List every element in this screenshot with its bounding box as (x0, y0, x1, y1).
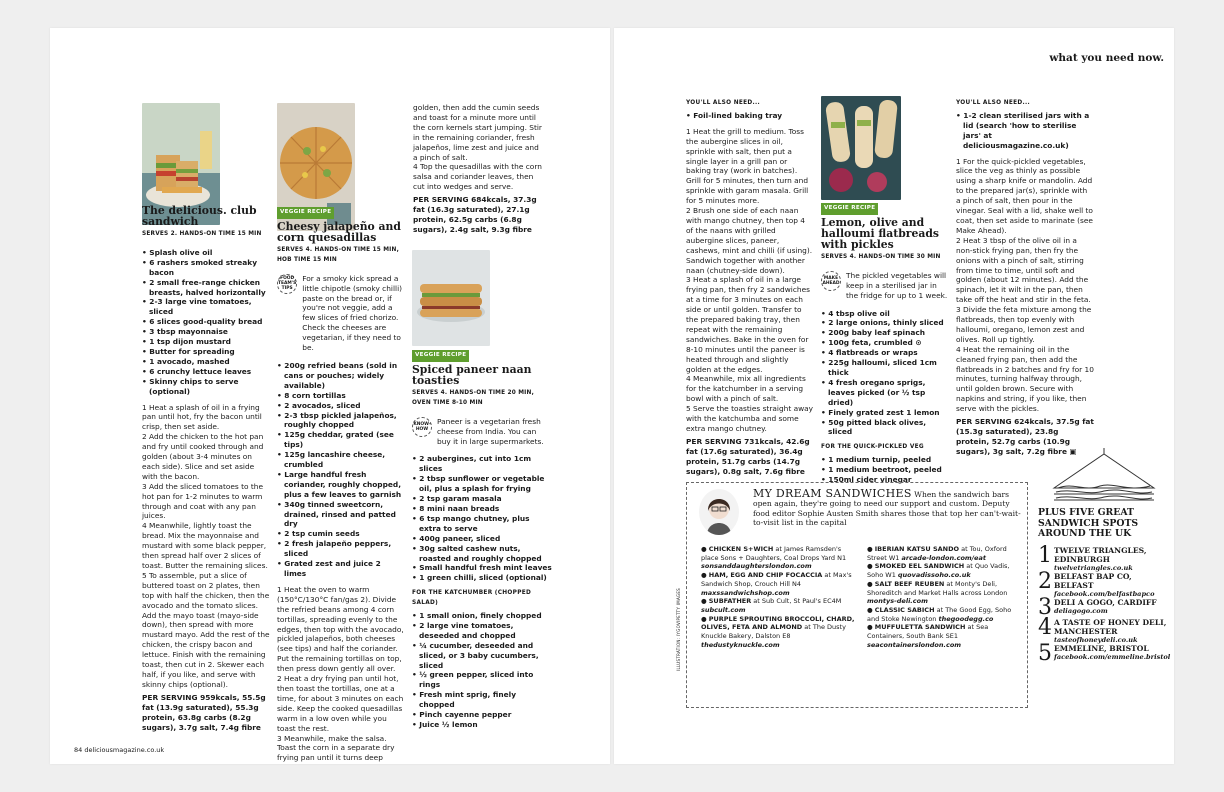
entry-name: CLASSIC SABICH (874, 605, 935, 614)
ingredient: • Finely grated zest 1 lemon (821, 408, 949, 418)
make-ahead-tip (821, 271, 949, 301)
entry-name: SUBFATHER (708, 597, 752, 606)
halloumi-title: Lemon, olive and halloumi flatbreads with pickles (821, 215, 939, 251)
food-team-tips (277, 274, 405, 353)
sandwich-illustration (1044, 448, 1164, 506)
entry-url: sonsanddaughterslondon.com (701, 562, 812, 571)
tip-text: The pickled vegetables will keep in a sterilised jar in the fridge for up to 1 week. (846, 270, 948, 300)
club-sandwich-serves: SERVES 2. HANDS-ON TIME 15 MIN (142, 231, 262, 237)
entry-url: maxssandwichshop.com (701, 588, 790, 597)
ingredient: • 2 tsp garam masala (412, 494, 552, 504)
ingredient: • ¼ cucumber, deseeded and sliced, or 3 baby cucumbers, sliced (412, 641, 552, 671)
ingredient: • 150ml cider vinegar (821, 475, 949, 485)
right-page (614, 28, 1174, 764)
spot-item (1038, 594, 1168, 620)
dream-intro (753, 489, 1023, 528)
ingredient: • 6 tsp mango chutney, plus extra to serve (412, 514, 552, 534)
spot-name: TWELVE TRIANGLES, EDINBURGH (1054, 545, 1147, 564)
ingredient: • 2 small free-range chicken breasts, halved horizontally (142, 278, 270, 298)
club-sandwich-ingredients (142, 248, 270, 397)
pickled-veg-heading: FOR THE QUICK-PICKLED VEG (821, 444, 924, 451)
ingredient: • 400g paneer, sliced (412, 534, 552, 544)
paneer-method-column (686, 99, 814, 480)
ingredient: • 1 medium turnip, peeled (821, 455, 949, 465)
spot-number: 5 (1038, 640, 1052, 666)
ingredient: • 340g tinned sweetcorn, drained, rinsed and patted dry (277, 500, 405, 530)
entry-place: at Quo Vadis, Soho W1 (867, 562, 1010, 580)
ingredient: • 1 tsp dijon mustard (142, 337, 270, 347)
ingredient: • 1 green chilli, sliced (optional) (412, 573, 552, 583)
entry-url: quovadissoho.co.uk (897, 571, 971, 580)
entry-url: thedustyknuckle.com (701, 640, 780, 649)
ingredient: • 2-3 tbsp pickled jalapeños, roughly chopped (277, 411, 405, 431)
paneer-nutrition: PER SERVING 731kcals, 42.6g fat (17.6g saturated), 36.4g protein, 51.7g carbs (14.7g sugars), 0.8g salt, 7.6g fibre (686, 436, 810, 476)
spot-name: EMMELINE, BRISTOL (1054, 643, 1149, 653)
ingredient: • 1 avocado, mashed (142, 357, 270, 367)
entry-place: at The Dusty Knuckle Bakery, Dalston E8 (701, 623, 846, 641)
spot-url: facebook.com/belfastbapco (1054, 589, 1155, 598)
spot-name: A TASTE OF HONEY DELI, MANCHESTER (1054, 617, 1167, 636)
know-how-tip (412, 417, 552, 447)
entry-url: arcade-london.com/eat (901, 553, 986, 562)
entry-place: at Max's Sandwich Shop, Crouch Hill N4 (701, 571, 852, 588)
paneer-serves: SERVES 4. HANDS-ON TIME 20 MIN, OVEN TIME 8-10 MIN (412, 389, 534, 406)
ingredient: • Small handful fresh mint leaves (412, 563, 552, 573)
spot-item (1038, 568, 1168, 598)
paneer-need-list (686, 111, 814, 121)
paneer-need-heading: YOU'LL ALSO NEED... (686, 100, 760, 106)
ingredient: • 50g pitted black olives, sliced (821, 418, 949, 438)
spot-number: 1 (1038, 542, 1052, 568)
ingredient: • Skinny chips to serve (optional) (142, 377, 270, 397)
dream-entry: ● SUBFATHER at Sub Cult, St Paul's EC4M subcult.com (701, 597, 842, 614)
entry-place: at Sub Cult, St Paul's EC4M (753, 597, 842, 606)
club-sandwich-method: 1 Heat a splash of oil in a frying pan until hot, fry the bacon until crisp, then set aside. 2 Add the chicken to the hot pan and fry until cooked through and golden (about 3-4 minutes on each side). Slice and set aside with the bacon. 3 Add the sliced tomatoes to the hot pan for 1-2 minutes to warm through and coat with any pan juices. 4 Meanwhile, lightly toast the bread. Mix the mayonnaise and mustard with some black pepper, then spread half over 2 slices of toast. Butter the remaining slices. 5 To assemble, put a slice of buttered toast on 2 plates, then top with half the chicken, then the avocado and the tomato slices. Add the mayo toast (mayo-side down), then spread with more mustard mayo. Add the rest of the chicken, the crispy bacon and lettuce. Finish with the remaining toast, then cut in 2. Skewer each half, if you like, and serve with skinny chips (optional). (142, 402, 270, 689)
halloumi-method: 1 For the quick-pickled vegetables, slice the veg as thinly as possible using a sharp knife or mandolin. Add to the prepared jar(s), sprinkle with a pinch of salt, then pour in the vinegar. Seal with a lid, shake well to coat, then set aside to marinate (see Make Ahead). 2 Heat 3 tbsp of the olive oil in a non-stick frying pan, then fry the onions with a pinch of salt, stirring from time to time, until soft and golden (about 12 minutes). Add the spinach, let it wilt in the pan, then take off the heat and stir in the feta. 3 Divide the feta mixture among the flatbreads, then top evenly with halloumi, oregano, lemon zest and olives. Roll up tightly. 4 Heat the remaining oil in the cleaned frying pan, then add the flatbreads in 2 batches and fry for 10 minutes, turning halfway through, until golden brown. Secure with napkins and string, if you like, then serve with the pickles. (956, 156, 1094, 414)
ingredient: • 4 fresh oregano sprigs, leaves picked (or ½ tsp dried) (821, 378, 949, 408)
veggie-badge: VEGGIE RECIPE (277, 207, 334, 219)
page-folio: 84 deliciousmagazine.co.uk (74, 746, 165, 754)
method-text: golden, then add the cumin seeds and toast for a minute more until the corn kernels start jumping. Stir in the remaining coriander, fresh jalapeños, lime zest and juice and a pinch of salt. 4 Top the quesadillas with the corn salsa and coriander leaves, then cut into wedges and serve. (413, 103, 542, 192)
veggie-badge: VEGGIE RECIPE (821, 203, 878, 215)
quesadillas-title: Cheesy jalapeño and corn quesadillas (277, 219, 401, 244)
paneer-ingredients (412, 454, 552, 583)
quesadillas-recipe (277, 206, 405, 766)
dream-intro-text: When the sandwich bars open again, they're going to need our support and custom. Deputy food editor Sophie Austen Smith shares those that top her can't-wait-to-visit list in the capital (753, 490, 1021, 528)
ingredient: • 2-3 large vine tomatoes, sliced (142, 297, 270, 317)
entry-name: HAM, EGG AND CHIP FOCACCIA (708, 571, 823, 580)
katchumber-heading: FOR THE KATCHUMBER (CHOPPED SALAD) (412, 590, 532, 607)
entry-url: thegoodegg.co (938, 614, 994, 623)
paneer-method: 1 Heat the grill to medium. Toss the aubergine slices in oil, sprinkle with salt, then put a single layer in a grill pan or baking tray (work in batches). Grill for 5 minutes, then turn and sprinkle with garam masala. Grill for 5 minutes more. 2 Brush one side of each naan with mango chutney, then top 4 of the naans with grilled aubergine slices, paneer, cashews, mint and chilli (if using). Sandwich together with another naan (chutney-side down). 3 Heat a splash of oil in a large frying pan, then fry 2 sandwiches at a time for 3 minutes on each side or until golden. Transfer to the prepared baking tray, then repeat with the remaining sandwiches. Bake in the oven for 8-10 minutes until the paneer is heated through and slightly golden at the edges. 4 Meanwhile, mix all ingredients for the katchumber in a serving bowl with a pinch of salt. 5 Serve the toasties straight away with the katchumba and some extra mango chutney. (686, 126, 814, 433)
club-sandwich-recipe (142, 205, 270, 735)
halloumi-need-list (956, 111, 1094, 151)
ingredient: • 2 avocados, sliced (277, 401, 405, 411)
halloumi-recipe (821, 202, 949, 491)
know-how-badge-icon: KNOW-HOW (412, 417, 432, 437)
quesadillas-nutrition: PER SERVING 684kcals, 37.3g fat (16.3g saturated), 27.1g protein, 62.5g carbs (6.8g sugars), 2.4g salt, 9.3g fibre (413, 195, 537, 234)
tip-text: For a smoky kick spread a little chipotle (smoky chilli) paste on the bread or, if you're not veggie, add a few slices of fried chorizo. Check the cheeses are vegetarian, if they need to be. (302, 273, 403, 353)
quesadillas-method-continued (413, 103, 543, 238)
spot-url: facebook.com/emmeline.bristol (1054, 652, 1171, 661)
dream-list (701, 545, 1021, 649)
ingredient: • 2 aubergines, cut into 1cm slices (412, 454, 552, 474)
section-header: what you need now. (1049, 52, 1164, 64)
ingredient: • Splash olive oil (142, 248, 270, 258)
ingredient: • 1 small onion, finely chopped (412, 611, 552, 621)
entry-url: montys-deli.com (867, 597, 928, 606)
dream-entry: ● CHICKEN S+WICH at James Ramsden's place Sons + Daughters, Coal Drops Yard N1 sonsanddaughterslondon.com (701, 545, 847, 571)
entry-name: IBERIAN KATSU SANDO (874, 545, 960, 553)
ingredient: • Juice ½ lemon (412, 720, 552, 730)
tip-text: Paneer is a vegetarian fresh cheese from India. You can buy it in large supermarkets. (437, 416, 544, 446)
halloumi-serves: SERVES 4. HANDS-ON TIME 30 MIN (821, 253, 941, 260)
dream-list-left (701, 545, 855, 649)
dream-entry: ● IBERIAN KATSU SANDO at Tou, Oxford Street W1 arcade-london.com/eat (867, 545, 1007, 562)
spot-item (1038, 640, 1171, 666)
editor-avatar (699, 489, 739, 535)
ingredient: • 30g salted cashew nuts, roasted and roughly chopped (412, 544, 552, 564)
ingredient: • 200g baby leaf spinach (821, 328, 949, 338)
ingredient: • 2 large vine tomatoes, deseeded and chopped (412, 621, 552, 641)
spot-url: twelvetriangles.co.uk (1054, 563, 1133, 572)
ingredient: • Grated zest and juice 2 limes (277, 559, 405, 579)
entry-name: CHICKEN S+WICH (708, 545, 774, 553)
dream-entry: ● MUFFULETTA SANDWICH at Sea Containers, South Bank SE1 seacontainerslondon.com (867, 623, 989, 649)
spot-number: 3 (1038, 594, 1052, 620)
entry-place: at James Ramsden's place Sons + Daughters, Coal Drops Yard N1 (701, 545, 847, 562)
veggie-badge: VEGGIE RECIPE (412, 350, 469, 362)
paneer-toasties-photo (412, 250, 490, 346)
ingredient: • 100g feta, crumbled ⊙ (821, 338, 949, 348)
ingredient: • 3 tbsp mayonnaise (142, 327, 270, 337)
halloumi-ingredients (821, 309, 949, 438)
dream-entry: ● PURPLE SPROUTING BROCCOLI, CHARD, OLIVES, FETA AND ALMOND at The Dusty Knuckle Bakery, Dalston E8 thedustyknuckle.com (701, 614, 855, 649)
entry-place: at Monty's Deli, Shoreditch and Market Halls across London (867, 579, 1008, 597)
ingredient: • 6 slices good-quality bread (142, 317, 270, 327)
ingredient: • 4 tbsp olive oil (821, 309, 949, 319)
tips-badge-icon: FOOD TEAM'S TIPS (277, 274, 297, 294)
spot-item (1038, 614, 1168, 644)
illustration-credit: ILLUSTRATION: IYGOVIPETTY IMAGES (676, 588, 681, 672)
club-sandwich-nutrition: PER SERVING 959kcals, 55.5g fat (13.9g saturated), 55.3g protein, 63.8g carbs (8.2g sugars), 3.7g salt, 7.4g fibre (142, 692, 266, 732)
katchumber-ingredients (412, 611, 552, 730)
quesadillas-serves: SERVES 4. HANDS-ON TIME 15 MIN, HOB TIME 15 MIN (277, 246, 399, 263)
halloumi-need-heading: YOU'LL ALSO NEED... (956, 100, 1030, 106)
ingredient: • Fresh mint sprig, finely chopped (412, 690, 552, 710)
spot-url: deliagogo.com (1054, 606, 1108, 615)
ingredient: • 2 tbsp sunflower or vegetable oil, plus a splash for frying (412, 474, 552, 494)
ingredient: • 2 fresh jalapeño peppers, sliced (277, 539, 405, 559)
spot-number: 4 (1038, 614, 1052, 640)
halloumi-nutrition: PER SERVING 624kcals, 37.5g fat (15.3g saturated), 23.8g protein, 52.7g carbs (10.9g sugars), 3g salt, 7.2g fibre ▣ (956, 417, 1094, 456)
club-sandwich-title: The delicious. club sandwich (142, 204, 257, 228)
halloumi-flatbreads-photo (821, 96, 901, 200)
quesadillas-method: 1 Heat the oven to warm (150°C/130°C fan/gas 2). Divide the refried beans among 4 corn tortillas, spreading evenly to the edges, then top with the avocado, pickled jalapeños, both cheeses (see tips) and half the coriander. Put the remaining tortillas on top, then press down gently all over. 2 Heat a dry frying pan until hot, then toast the tortillas, one at a time, for about 3 minutes on each side. Keep the cooked quesadillas warm in a low oven while you toast the rest. 3 Meanwhile, make the salsa. Toast the corn in a separate dry frying pan until it turns deep (277, 584, 404, 763)
ingredient: • 200g refried beans (sold in cans or pouches; widely available) (277, 361, 405, 391)
pickled-veg-ingredients (821, 455, 949, 485)
equipment-item: • Foil-lined baking tray (686, 111, 814, 121)
paneer-recipe (412, 349, 552, 736)
ingredient: • 125g cheddar, grated (see tips) (277, 430, 405, 450)
equipment-item: • 1-2 clean sterilised jars with a lid (search 'how to sterilise jars' at deliciousmagazine.co.uk) (956, 111, 1094, 151)
five-spots-title: PLUS FIVE GREAT SANDWICH SPOTS AROUND THE UK (1038, 507, 1139, 539)
ingredient: • Large handful fresh coriander, roughly chopped, plus a few leaves to garnish (277, 470, 405, 500)
make-ahead-badge-icon: MAKE AHEAD (821, 271, 841, 291)
ingredient: • 4 flatbreads or wraps (821, 348, 949, 358)
ingredient: • Butter for spreading (142, 347, 270, 357)
ingredient: • 6 rashers smoked streaky bacon (142, 258, 270, 278)
dream-list-right (867, 545, 1021, 649)
entry-url: subcult.com (701, 605, 746, 614)
ingredient: • ½ green pepper, sliced into rings (412, 670, 552, 690)
ingredient: • 2 tsp cumin seeds (277, 529, 405, 539)
ingredient: • 8 corn tortillas (277, 391, 405, 401)
spot-number: 2 (1038, 568, 1052, 594)
dream-sandwiches-box (686, 482, 1028, 708)
ingredient: • 2 large onions, thinly sliced (821, 318, 949, 328)
ingredient: • 225g halloumi, sliced 1cm thick (821, 358, 949, 378)
dream-heading: MY DREAM SANDWICHES (753, 487, 912, 500)
entry-name: PURPLE SPROUTING BROCCOLI, CHARD, OLIVES, FETA AND ALMOND (701, 614, 855, 632)
spot-item (1038, 542, 1168, 572)
entry-url: seacontainerslondon.com (867, 640, 962, 649)
halloumi-method-column (956, 99, 1094, 460)
five-spots-sidebar (1038, 507, 1171, 666)
dream-entry: ● CLASSIC SABICH at The Good Egg, Soho and Stoke Newington thegoodegg.co (867, 605, 1012, 623)
quesadillas-ingredients (277, 361, 405, 579)
ingredient: • 1 medium beetroot, peeled (821, 465, 949, 475)
spot-name: DELI A GOGO, CARDIFF (1054, 597, 1157, 607)
entry-place: at Sea Containers, South Bank SE1 (867, 623, 989, 641)
entry-name: SMOKED EEL SANDWICH (874, 562, 965, 571)
ingredient: • Pinch cayenne pepper (412, 710, 552, 720)
dream-entry: ● HAM, EGG AND CHIP FOCACCIA at Max's Sandwich Shop, Crouch Hill N4 maxssandwichshop.com (701, 571, 852, 597)
dream-entry: ● SALT BEEF REUBEN at Monty's Deli, Shoreditch and Market Halls across London montys-deli.com (867, 579, 1008, 606)
ingredient: • 6 crunchy lettuce leaves (142, 367, 270, 377)
paneer-title: Spiced paneer naan toasties (412, 362, 532, 387)
entry-name: MUFFULETTA SANDWICH (874, 623, 966, 632)
entry-place: at The Good Egg, Soho and Stoke Newington (867, 605, 1012, 623)
spot-url: tasteofhoneydeli.co.uk (1054, 635, 1138, 644)
ingredient: • 125g lancashire cheese, crumbled (277, 450, 405, 470)
entry-place: at Tou, Oxford Street W1 (867, 545, 1007, 562)
ingredient: • 8 mini naan breads (412, 504, 552, 514)
dream-entry: ● SMOKED EEL SANDWICH at Quo Vadis, Soho W1 quovadissoho.co.uk (867, 562, 1010, 580)
left-page (50, 28, 610, 764)
spot-name: BELFAST BAP CO, BELFAST (1054, 571, 1132, 590)
entry-name: SALT BEEF REUBEN (874, 579, 945, 588)
